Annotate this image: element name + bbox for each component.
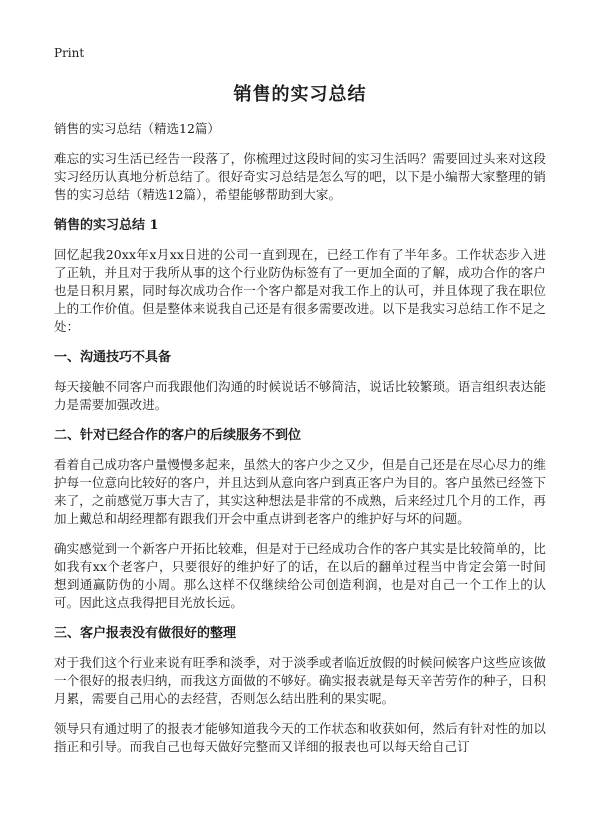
- intro-paragraph: 难忘的实习生活已经告一段落了，你梳理过这段时间的实习生活吗？需要回过头来对这段实习经历认真地分析总结了。很好奇实习总结是怎么写的吧，以下是小编帮大家整理的销售的实习总结（精选12篇），希望能够帮助到大家。: [54, 151, 546, 202]
- reports-paragraph-2: 领导只有通过明了的报表才能够知道我今天的工作状态和收获如何，然后有针对性的加以指正和引导。而我自己也每天做好完整而又详细的报表也可以每天给自己订: [54, 721, 546, 754]
- document-title: 销售的实习总结: [233, 84, 367, 105]
- followup-paragraph-2: 确实感觉到一个新客户开拓比较难，但是对于已经成功合作的客户其实是比较简单的，比如我有xx个老客户，只要很好的维护好了的话，在以后的翻单过程当中肯定会第一时间想到通赢防伪的小周。那么这样不仅继续给公司创造利润，也是对自己一个工作上的认可。因此这点我得把目光放长远。: [54, 541, 546, 610]
- communication-paragraph: 每天接触不同客户而我跟他们沟通的时候说话不够简洁，说话比较繁琐。语言组织表达能力是需要加强改进。: [54, 379, 546, 412]
- document-body: [54, 120, 546, 768]
- heading-followup-service: 二、针对已经合作的客户的后续服务不到位: [54, 428, 302, 443]
- document-page: [54, 0, 546, 828]
- followup-paragraph-1: 看着自己成功客户量慢慢多起来，虽然大的客户少之又少，但是自己还是在尽心尽力的维护每一位意向比较好的客户，并且达到从意向客户到真正客户为目的。客户虽然已经签下来了，之前感觉万事大吉了，其实这种想法是非常的不成熟，后来经过几个月的工作，再加上戴总和胡经理都有跟我们开会中重点讲到老客户的维护好与坏的问题。: [54, 457, 546, 526]
- heading-reports: 三、客户报表没有做很好的整理: [54, 626, 237, 641]
- print-link[interactable]: Print: [54, 46, 85, 60]
- section-heading: 销售的实习总结 1: [54, 218, 159, 233]
- heading-communication: 一、沟通技巧不具备: [54, 350, 172, 365]
- reports-paragraph-1: 对于我们这个行业来说有旺季和淡季，对于淡季或者临近放假的时候问候客户这些应该做一个很好的报表归纳，而我这方面做的不够好。确实报表就是每天辛苦劳作的种子，日积月累，需要自己用心的去经营，否则怎么结出胜利的果实呢。: [54, 655, 546, 706]
- section1-paragraph: 回忆起我20xx年x月xx日进的公司一直到现在，已经工作有了半年多。工作状态步入进了正轨，并且对于我所从事的这个行业防伪标签有了一更加全面的了解，成功合作的客户也是日积月累，同时每次成功合作一个客户都是对我工作上的认可，并且体现了我在职位上的工作价值。但是整体来说我自己还是有很多需要改进。以下是我实习总结工作不足之处：: [54, 247, 546, 334]
- document-subtitle: 销售的实习总结（精选12篇）: [54, 121, 220, 136]
